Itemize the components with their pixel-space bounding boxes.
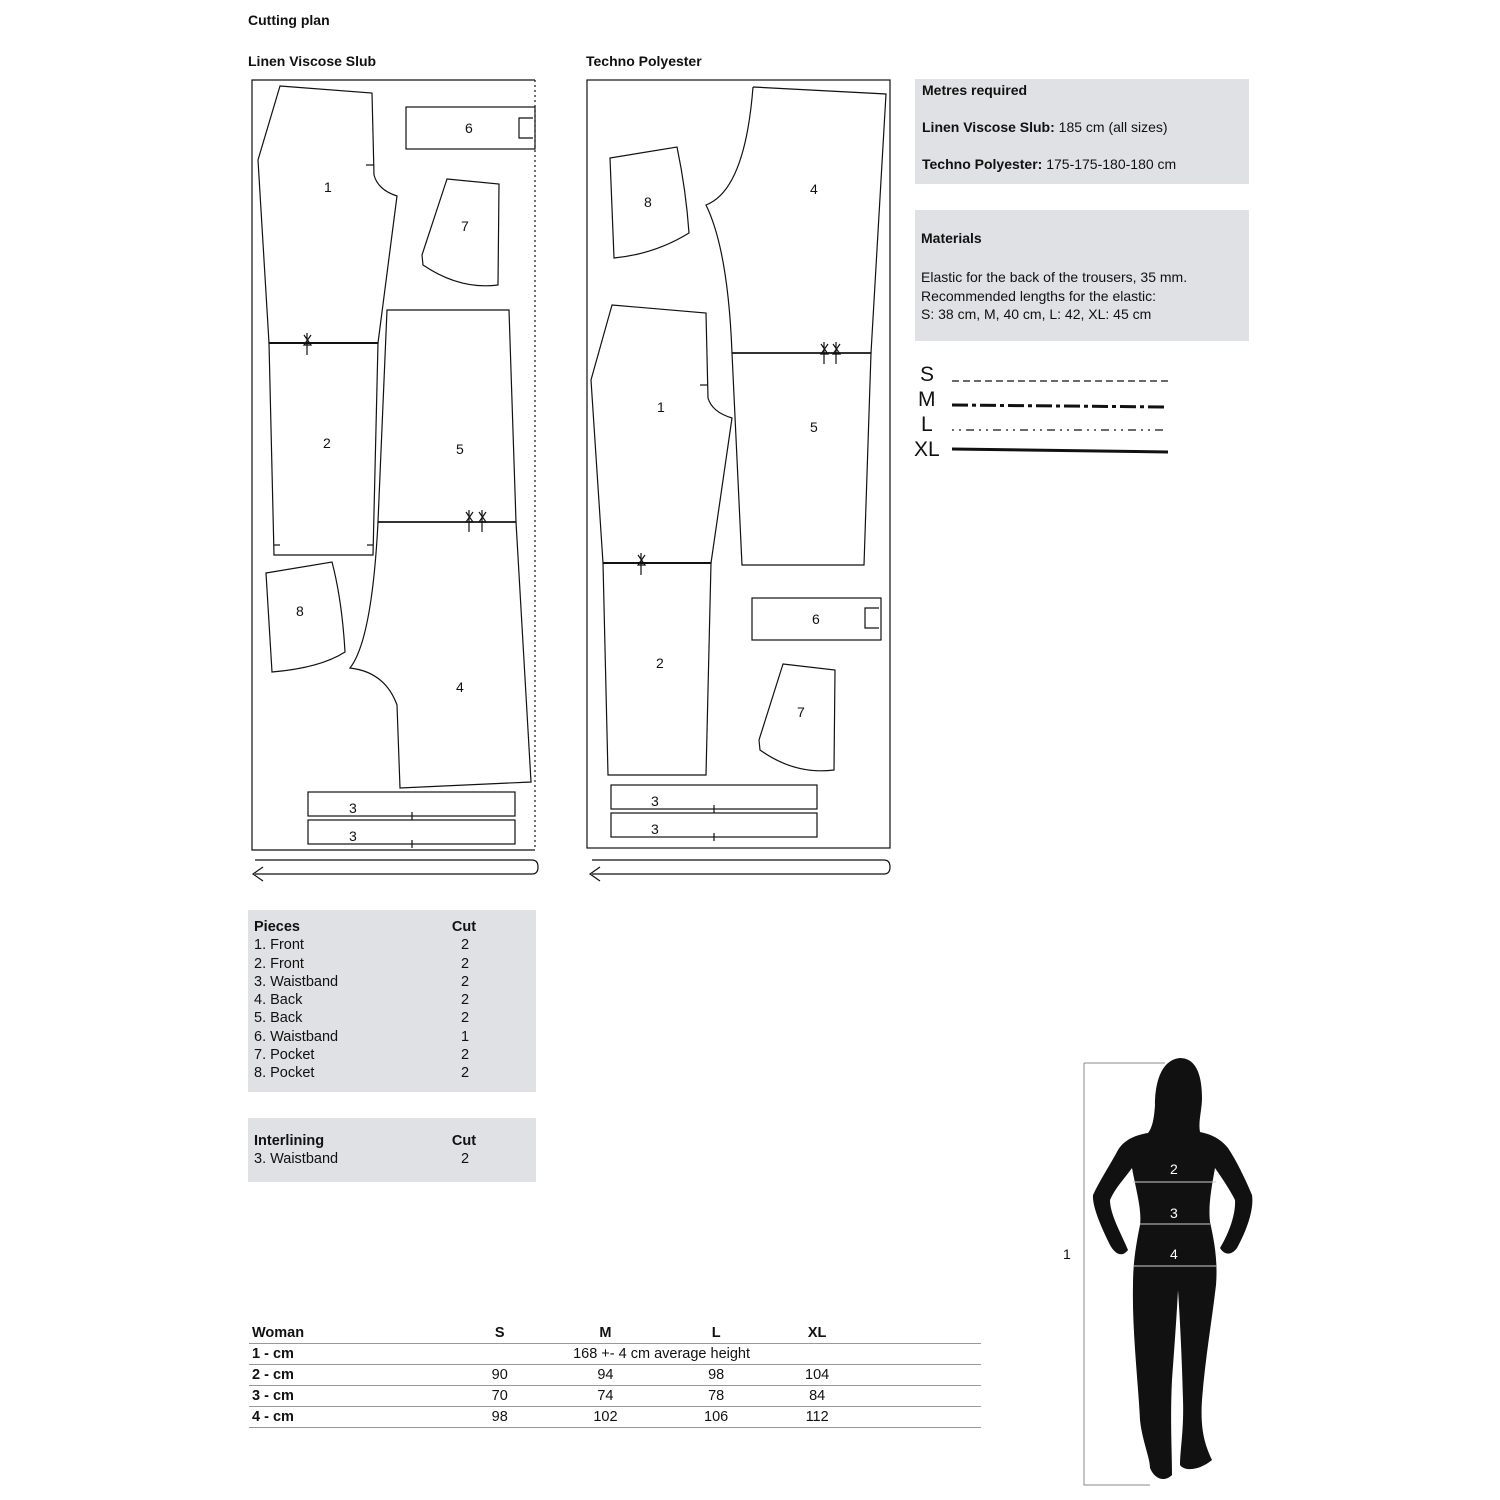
metres-techno-value: 175-175-180-180 cm <box>1042 156 1177 172</box>
size-table-header-cell: M <box>529 1323 679 1344</box>
size-legend-s: S <box>920 363 935 386</box>
pieces-header-row <box>254 918 524 936</box>
interlining-cut-header: Cut <box>451 1133 477 1149</box>
metres-techno-line <box>922 155 1176 173</box>
size-cell: 98 <box>467 1407 529 1428</box>
fabric-title-techno: Techno Polyester <box>586 53 702 69</box>
pieces-cut-header: Cut <box>451 919 477 935</box>
interlining-header: Interlining <box>254 1133 325 1149</box>
page-title: Cutting plan <box>248 12 330 28</box>
size-cell: 104 <box>751 1365 881 1386</box>
size-cell: 74 <box>529 1386 679 1407</box>
size-cell: 168 +- 4 cm average height <box>529 1344 881 1365</box>
piece-name: 6. Waistband <box>254 1028 339 1045</box>
size-table-header-cell: Woman <box>249 1323 467 1344</box>
hip-label: 4 <box>1170 1246 1178 1262</box>
piece-3-number: 3 <box>651 793 659 809</box>
size-cell <box>881 1386 981 1407</box>
size-cell <box>881 1407 981 1428</box>
size-table-row <box>249 1386 981 1407</box>
woman-silhouette-icon <box>1093 1058 1252 1479</box>
materials-line-3: S: 38 cm, M, 40 cm, L: 42, XL: 45 cm <box>921 306 1152 322</box>
size-table-row <box>249 1365 981 1386</box>
measurement-figure <box>1060 1050 1280 1490</box>
size-row-label: 3 - cm <box>249 1386 467 1407</box>
materials-title: Materials <box>921 230 982 246</box>
interlining-row <box>254 1150 524 1168</box>
piece-name: 4. Back <box>254 992 303 1009</box>
interlining-header-row <box>254 1132 524 1150</box>
size-cell: 98 <box>679 1365 751 1386</box>
size-legend-l: L <box>921 413 933 436</box>
piece-row <box>254 991 524 1009</box>
size-legend-m: M <box>918 388 936 411</box>
fabric-title-linen: Linen Viscose Slub <box>248 53 377 69</box>
piece-row <box>254 1046 524 1064</box>
size-cell: 84 <box>751 1386 881 1407</box>
piece-cut: 2 <box>460 1010 470 1027</box>
piece-3-number: 3 <box>349 828 357 844</box>
piece-5-number: 5 <box>810 419 818 435</box>
size-row-label: 4 - cm <box>249 1407 467 1428</box>
piece-cut: 2 <box>460 992 470 1009</box>
size-table-header-cell <box>881 1323 981 1344</box>
size-xl-line <box>952 449 1168 452</box>
piece-name: 3. Waistband <box>254 973 339 990</box>
size-table-row <box>249 1344 981 1365</box>
piece-row <box>254 955 524 973</box>
height-label: 1 <box>1063 1246 1071 1262</box>
bust-label: 2 <box>1170 1161 1178 1177</box>
metres-linen-value: 185 cm (all sizes) <box>1054 119 1168 135</box>
piece-name: 5. Back <box>254 1010 303 1027</box>
size-cell: 78 <box>679 1386 751 1407</box>
metres-linen-label: Linen Viscose Slub: <box>922 119 1055 135</box>
size-table-header-cell: S <box>467 1323 529 1344</box>
piece-5-number: 5 <box>456 441 464 457</box>
size-cell: 70 <box>467 1386 529 1407</box>
cutting-layout-linen <box>240 70 550 890</box>
pieces-panel <box>248 910 536 1092</box>
size-cell <box>881 1344 981 1365</box>
piece-7-number: 7 <box>461 218 469 234</box>
size-table <box>249 1323 981 1428</box>
piece-name: 7. Pocket <box>254 1047 315 1064</box>
interlining-name: 3. Waistband <box>254 1151 339 1168</box>
size-cell: 90 <box>467 1365 529 1386</box>
size-cell <box>467 1344 529 1365</box>
size-cell: 106 <box>679 1407 751 1428</box>
piece-4-number: 4 <box>456 679 464 695</box>
interlining-cut: 2 <box>460 1151 470 1168</box>
size-cell <box>881 1365 981 1386</box>
piece-8-number: 8 <box>296 603 304 619</box>
piece-row <box>254 1028 524 1046</box>
size-cell: 94 <box>529 1365 679 1386</box>
piece-cut: 2 <box>460 973 470 990</box>
size-m-line <box>952 405 1168 407</box>
piece-6-number: 6 <box>812 611 820 627</box>
piece-row <box>254 1009 524 1027</box>
metres-techno-label: Techno Polyester: <box>922 156 1043 172</box>
pieces-header: Pieces <box>254 919 300 935</box>
piece-2-number: 2 <box>656 655 664 671</box>
piece-1-number: 1 <box>657 399 665 415</box>
piece-cut: 2 <box>460 1047 470 1064</box>
size-table-header <box>249 1323 981 1344</box>
piece-cut: 1 <box>460 1028 470 1045</box>
metres-required-panel <box>915 79 1249 184</box>
piece-3-number: 3 <box>651 821 659 837</box>
piece-6-number: 6 <box>465 120 473 136</box>
piece-name: 8. Pocket <box>254 1065 315 1082</box>
waist-label: 3 <box>1170 1205 1178 1221</box>
size-row-label: 1 - cm <box>249 1344 467 1365</box>
piece-4-number: 4 <box>810 181 818 197</box>
size-legend <box>910 358 1180 463</box>
piece-7-number: 7 <box>797 704 805 720</box>
piece-row <box>254 973 524 991</box>
piece-cut: 2 <box>460 937 470 954</box>
piece-1-number: 1 <box>324 179 332 195</box>
size-table-header-cell: L <box>679 1323 751 1344</box>
materials-line-2: Recommended lengths for the elastic: <box>921 288 1157 304</box>
piece-cut: 2 <box>460 1065 470 1082</box>
piece-name: 2. Front <box>254 955 304 972</box>
size-cell: 102 <box>529 1407 679 1428</box>
size-legend-xl: XL <box>914 438 940 461</box>
size-row-label: 2 - cm <box>249 1365 467 1386</box>
size-table-row <box>249 1407 981 1428</box>
cutting-layout-techno <box>580 70 900 890</box>
piece-name: 1. Front <box>254 937 304 954</box>
interlining-panel <box>248 1118 536 1182</box>
piece-cut: 2 <box>460 955 470 972</box>
materials-line-1: Elastic for the back of the trousers, 35 mm. <box>921 269 1188 285</box>
size-table-header-cell: XL <box>751 1323 881 1344</box>
piece-8-number: 8 <box>644 194 652 210</box>
piece-3-number: 3 <box>349 800 357 816</box>
size-cell: 112 <box>751 1407 881 1428</box>
materials-panel <box>915 210 1249 341</box>
piece-row <box>254 1064 524 1082</box>
metres-title: Metres required <box>922 82 1028 98</box>
piece-2-number: 2 <box>323 435 331 451</box>
metres-linen-line <box>922 118 1168 136</box>
piece-row <box>254 936 524 954</box>
